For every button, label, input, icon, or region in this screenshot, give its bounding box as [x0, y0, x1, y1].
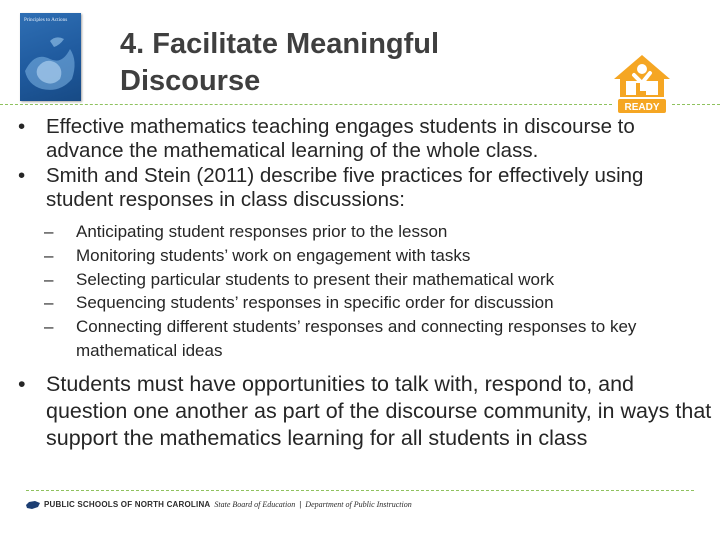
dash-icon: – [44, 269, 54, 289]
header-divider-right [672, 104, 720, 105]
header-divider [0, 104, 612, 105]
bullet-dot-icon: • [18, 164, 26, 187]
cover-title: Principles to Actions [24, 17, 68, 23]
slide-body [16, 115, 714, 453]
bullet-text: Effective mathematics teaching engages students in discourse to advance the mathematical learning of the whole class. [46, 115, 635, 162]
footer-dept: Department of Public Instruction [305, 500, 412, 509]
ready-logo-text: READY [624, 102, 660, 113]
dash-icon: – [44, 317, 54, 337]
footer-separator: | [299, 500, 302, 509]
practices-list [16, 220, 714, 363]
bullet-item [16, 115, 714, 163]
bullet-item [16, 371, 714, 452]
practice-text: Connecting different students’ responses and connecting responses to key mathematical ideas [76, 317, 637, 360]
nc-state-icon [26, 499, 40, 510]
footer-board: State Board of Education [214, 500, 296, 509]
title-line-1: 4. Facilitate Meaningful [120, 28, 440, 60]
footer-divider [26, 490, 694, 491]
footer [26, 499, 412, 510]
practice-text: Monitoring students’ work on engagement with tasks [76, 245, 471, 265]
practice-item [16, 220, 714, 244]
bullet-text: Smith and Stein (2011) describe five practices for effectively using student responses in class discussions: [46, 164, 644, 211]
cover-art [20, 31, 81, 101]
practice-text: Selecting particular students to present their mathematical work [76, 269, 555, 289]
title-line-2: Discourse [120, 65, 261, 97]
ready-logo [612, 53, 672, 117]
practice-item [16, 315, 714, 363]
bullet-item [16, 164, 714, 212]
practice-item [16, 268, 714, 292]
dash-icon: – [44, 245, 54, 265]
footer-org: PUBLIC SCHOOLS OF NORTH CAROLINA [44, 500, 211, 509]
practice-item [16, 291, 714, 315]
practice-text: Anticipating student responses prior to the lesson [76, 222, 448, 241]
dash-icon: – [44, 222, 54, 241]
practice-item [16, 244, 714, 268]
book-cover-image [20, 13, 81, 101]
slide-title [120, 26, 439, 100]
bullet-text: Students must have opportunities to talk with, respond to, and question one another as part of the discourse community, in ways that support the mathematics learning for all students in class [46, 371, 712, 450]
bullet-dot-icon: • [18, 115, 26, 138]
bullet-dot-icon: • [18, 371, 26, 396]
practice-text: Sequencing students’ responses in specific order for discussion [76, 293, 554, 313]
dash-icon: – [44, 293, 54, 313]
